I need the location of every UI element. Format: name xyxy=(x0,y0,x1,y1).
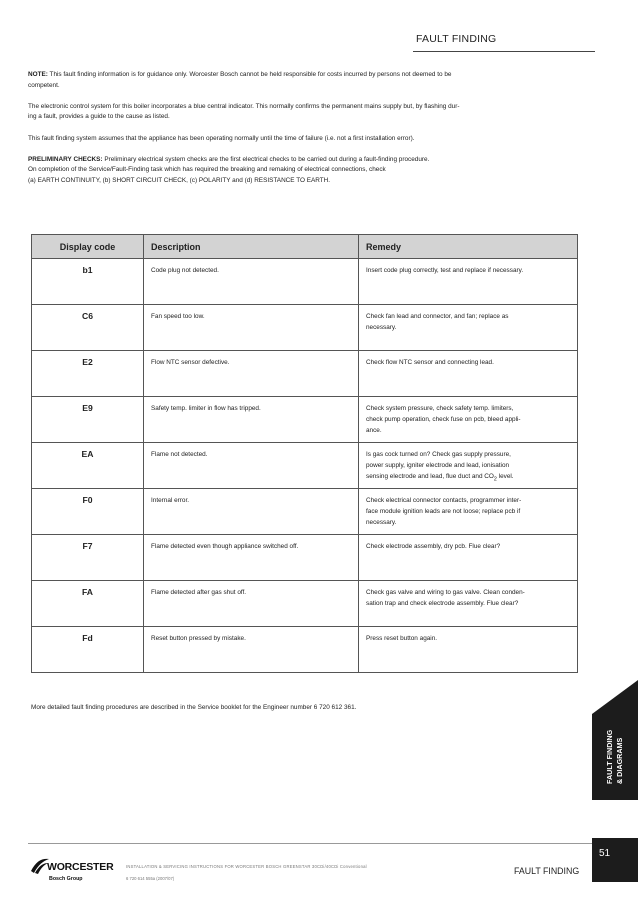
preliminary-line-1: Preliminary electrical system checks are the first electrical checks to be carried out during a fault-finding procedure. xyxy=(102,155,430,163)
remedy-line: Check system pressure, check safety temp. limiters, xyxy=(366,405,514,412)
remedy-line: Insert code plug correctly, test and replace if necessary. xyxy=(366,267,524,274)
remedy-line: Check electrode assembly, dry pcb. Flue clear? xyxy=(366,543,501,550)
remedy-line: Check fan lead and connector, and fan; replace as xyxy=(366,313,509,320)
header-divider xyxy=(413,51,595,52)
note-line-2: competent. xyxy=(28,81,60,89)
assumption-paragraph xyxy=(28,134,594,145)
footer-divider xyxy=(28,843,594,844)
co2-subscript: 2 xyxy=(493,476,497,483)
remedy-line: Check flow NTC sensor and connecting lead. xyxy=(366,359,494,366)
display-code: C6 xyxy=(32,305,144,351)
note-label: NOTE: xyxy=(28,71,48,78)
page-number-tab xyxy=(592,838,638,882)
display-code: EA xyxy=(32,443,144,489)
remedy-line: necessary. xyxy=(366,519,397,526)
remedy-line: Press reset button again. xyxy=(366,635,438,642)
fault-remedy xyxy=(359,535,578,581)
table-row xyxy=(32,351,578,397)
footer-document-title: INSTALLATION & SERVICING INSTRUCTIONS FOR WORCESTER BOSCH GREENSTAR 30CDi/40CDi Conventional xyxy=(126,864,367,869)
preliminary-checks-label: PRELIMINARY CHECKS: xyxy=(28,155,103,163)
table-header-row xyxy=(32,235,578,259)
remedy-text: level. xyxy=(496,473,514,480)
fault-remedy xyxy=(359,351,578,397)
table-row xyxy=(32,581,578,627)
remedy-line: Is gas cock turned on? Check gas supply pressure, xyxy=(366,451,511,458)
display-code: F7 xyxy=(32,535,144,581)
table-row xyxy=(32,443,578,489)
page-number: 51 xyxy=(599,848,611,859)
note-paragraph xyxy=(28,70,594,91)
preliminary-checks-paragraph xyxy=(28,155,594,187)
remedy-line xyxy=(366,473,514,483)
footer-section-title: FAULT FINDING xyxy=(514,866,580,876)
table-row xyxy=(32,535,578,581)
fault-description: Reset button pressed by mistake. xyxy=(144,627,359,673)
display-code: E9 xyxy=(32,397,144,443)
header-remedy: Remedy xyxy=(359,235,578,259)
remedy-line: check pump operation, check fuse on pcb, bleed appli- xyxy=(366,416,521,423)
fault-description: Flame detected after gas shut off. xyxy=(144,581,359,627)
side-tab-line-2: & DIAGRAMS xyxy=(615,737,624,784)
fault-remedy xyxy=(359,397,578,443)
remedy-line: Check electrical connector contacts, programmer inter- xyxy=(366,497,522,504)
display-code: F0 xyxy=(32,489,144,535)
footer-document-code: 6 720 614 555a (2007/07) xyxy=(126,876,175,881)
fault-remedy xyxy=(359,581,578,627)
remedy-line: ance. xyxy=(366,427,382,434)
brand-logo: WORCESTER xyxy=(47,861,114,873)
footnote: More detailed fault finding procedures are described in the Service booklet for the Engineer number 6 720 612 361. xyxy=(31,704,357,711)
fault-remedy xyxy=(359,305,578,351)
table-row xyxy=(32,305,578,351)
fault-description: Safety temp. limiter in flow has tripped. xyxy=(144,397,359,443)
table-row xyxy=(32,489,578,535)
display-code: b1 xyxy=(32,259,144,305)
preliminary-line-3: (a) EARTH CONTINUITY, (b) SHORT CIRCUIT CHECK, (c) POLARITY and (d) RESISTANCE TO EARTH. xyxy=(28,176,331,184)
fault-description: Flame not detected. xyxy=(144,443,359,489)
fault-remedy xyxy=(359,489,578,535)
header-display-code: Display code xyxy=(32,235,144,259)
remedy-line: power supply, igniter electrode and lead, ionisation xyxy=(366,462,510,469)
assumption-line: This fault finding system assumes that the appliance has been operating normally until the time of failure (i.e. not a first installation error). xyxy=(28,134,415,142)
display-code: FA xyxy=(32,581,144,627)
note-line-1: This fault finding information is for guidance only. Worcester Bosch cannot be held responsible for costs incurred by persons not deemed to be xyxy=(47,71,452,78)
remedy-line: face module ignition leads are not loose; replace pcb if xyxy=(366,508,521,515)
side-tab-label xyxy=(600,714,630,794)
remedy-line: necessary. xyxy=(366,324,397,331)
indicator-paragraph xyxy=(28,102,594,123)
remedy-line: sation trap and check electrode assembly. Flue clear? xyxy=(366,600,519,607)
table-row xyxy=(32,397,578,443)
header-description: Description xyxy=(144,235,359,259)
indicator-line-2: ing a fault, provides a guide to the cause as listed. xyxy=(28,113,170,121)
fault-description: Code plug not detected. xyxy=(144,259,359,305)
indicator-line-1: The electronic control system for this boiler incorporates a blue central indicator. This normally confirms the permanent mains supply but, by flashing dur- xyxy=(28,102,460,110)
fault-description: Internal error. xyxy=(144,489,359,535)
preliminary-line-2: On completion of the Service/Fault-Finding task which has required the breaking and remaking of electrical connections, check xyxy=(28,166,386,174)
fault-remedy xyxy=(359,259,578,305)
fault-description: Fan speed too low. xyxy=(144,305,359,351)
remedy-text: sensing electrode and lead, flue duct and CO xyxy=(366,473,494,480)
page-header-title: FAULT FINDING xyxy=(416,33,497,45)
side-tab-line-1: FAULT FINDING xyxy=(605,729,614,784)
remedy-line: Check gas valve and wiring to gas valve. Clean conden- xyxy=(366,589,525,596)
display-code: E2 xyxy=(32,351,144,397)
fault-description: Flame detected even though appliance switched off. xyxy=(144,535,359,581)
fault-description: Flow NTC sensor defective. xyxy=(144,351,359,397)
fault-remedy xyxy=(359,443,578,489)
table-row xyxy=(32,259,578,305)
brand-group: Bosch Group xyxy=(49,876,83,882)
display-code: Fd xyxy=(32,627,144,673)
intro-text xyxy=(28,70,594,197)
fault-code-table xyxy=(31,234,578,673)
fault-remedy xyxy=(359,627,578,673)
table-row xyxy=(32,627,578,673)
